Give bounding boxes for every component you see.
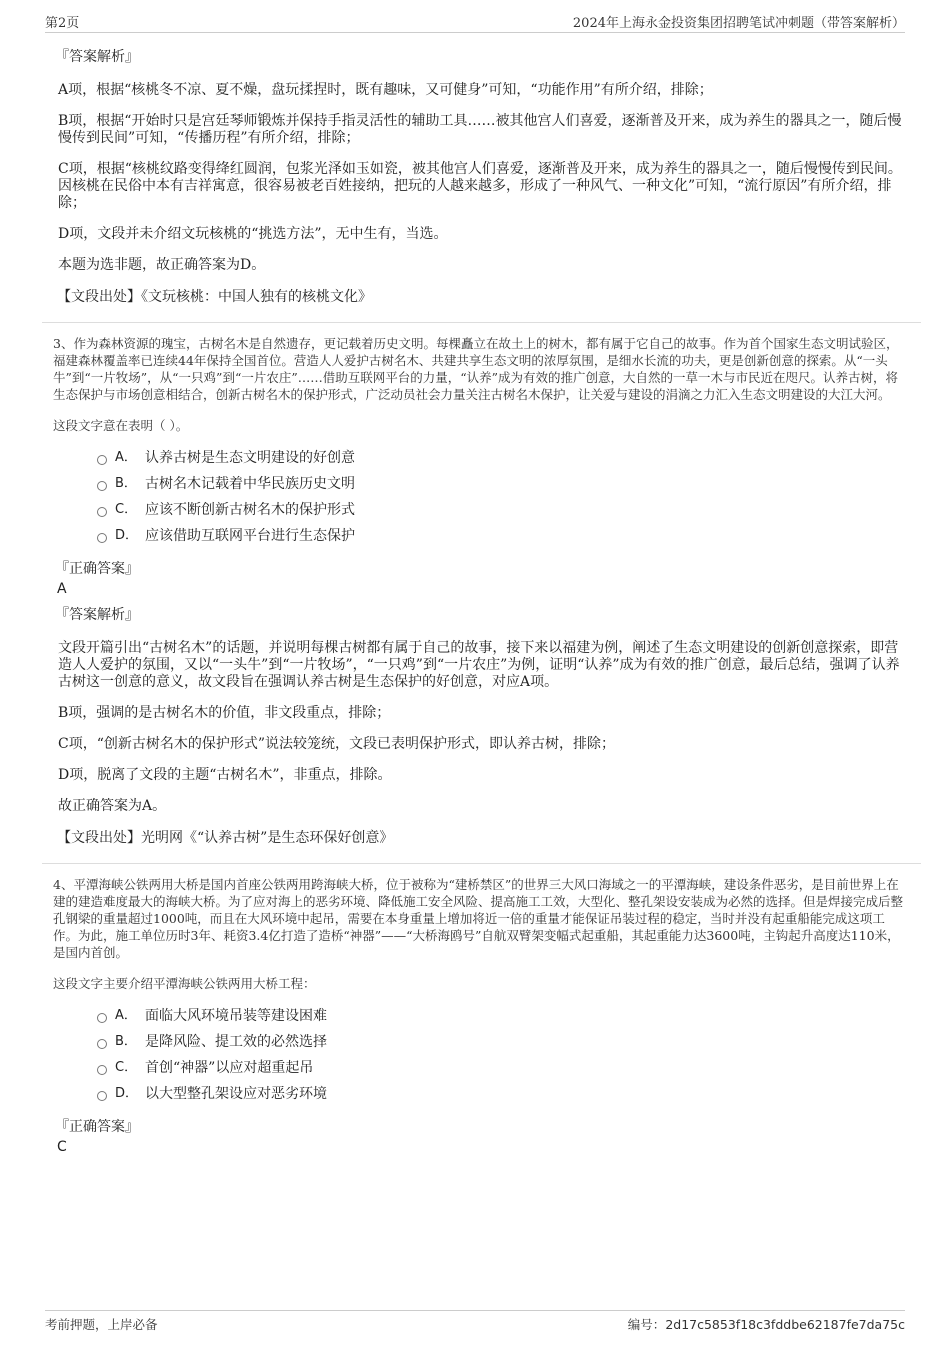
analysis-label: 『答案解析』: [55, 49, 139, 65]
option-key: A．: [115, 1008, 137, 1023]
radio-button-icon[interactable]: [97, 1091, 107, 1101]
question-divider: [42, 322, 921, 323]
correct-answer: C: [57, 1139, 67, 1155]
option-list: [97, 1006, 908, 1110]
analysis-paragraph: A项，根据“核桃冬不凉、夏不燥，盘玩揉捏时，既有趣味，又可健身”可知，“功能作用”有所介绍，排除；: [58, 82, 713, 98]
page-footer: [45, 1310, 905, 1335]
question-divider: [42, 863, 921, 864]
option-text: 面临大风环境吊装等建设困难: [145, 1008, 327, 1024]
option-list: [97, 448, 908, 552]
passage-source: 【文段出处】光明网《“认养古树”是生态环保好创意》: [57, 830, 394, 846]
option-key: B．: [115, 1034, 137, 1049]
question-prompt: 这段文字主要介绍平潭海峡公铁两用大桥工程：: [53, 976, 316, 991]
option-text: 以大型整孔架设应对恶劣环境: [145, 1086, 327, 1102]
analysis-paragraph: 文段开篇引出“古树名木”的话题，并说明每棵古树都有属于自己的故事，接下来以福建为例，阐述了生态文明建设的创新创意探索，即营造人人爱护的氛围，又以“一头牛”到“一片牧场”，“一只鸡”到“一片农庄”为例，证明“认养”成为有效的推广创意，最后总结，强调了认养古树这一创意的意义，故文段旨在强调认养古树是生态保护的好创意，对应A项。: [58, 640, 900, 690]
analysis-paragraph: D项，文段并未介绍文玩核桃的“挑选方法”，无中生有，当选。: [58, 226, 448, 242]
page-content: [55, 40, 908, 1156]
analysis-paragraph: 故正确答案为A。: [58, 798, 167, 814]
analysis-paragraph: B项，强调的是古树名木的价值，非文段重点，排除；: [58, 705, 391, 721]
passage-source: 【文段出处】《文玩核桃：中国人独有的核桃文化》: [57, 289, 372, 305]
analysis-paragraph: 本题为选非题，故正确答案为D。: [58, 257, 266, 273]
question-4: [55, 876, 908, 1156]
question-2-analysis: [55, 46, 908, 306]
radio-button-icon[interactable]: [97, 507, 107, 517]
analysis-paragraph: B项，根据“开始时只是宫廷琴师锻炼并保持手指灵活性的辅助工具……被其他宫人们喜爱，逐渐普及开来，成为养生的器具之一，随后慢慢传到民间”可知，“传播历程”有所介绍，排除；: [58, 113, 902, 146]
question-text: 3、作为森林资源的瑰宝，古树名木是自然遗存，更记载着历史文明。每棵矗立在故土上的树木，都有属于它自己的故事。作为首个国家生态文明试验区，福建森林覆盖率已连续44年保持全国首位。营造人人爱护古树名木、共建共享生态文明的浓厚氛围，是细水长流的功夫，更是创新创意的探索。从“一头牛”到“一片牧场”，从“一只鸡”到“一片农庄”……借助互联网平台的力量，“认养”成为有效的推广创意，大自然的一草一木与市民近在咫尺。认养古树，将生态保护与市场创意相结合，创新古树名木的保护形式，广泛动员社会力量关注古树名木保护，让关爱与建设的涓滴之力汇入生态文明建设的大江大河。: [53, 336, 899, 402]
option-a[interactable]: [97, 448, 908, 474]
footer-slogan: 考前押题，上岸必备: [45, 1317, 158, 1332]
correct-answer-label: 『正确答案』: [55, 561, 139, 577]
code-label: 编号：: [627, 1317, 666, 1332]
option-d[interactable]: [97, 526, 908, 552]
option-text: 应该借助互联网平台进行生态保护: [145, 528, 355, 544]
option-key: D．: [115, 528, 139, 543]
document-title: 2024年上海永金投资集团招聘笔试冲刺题（带答案解析）: [572, 16, 905, 31]
option-key: C．: [115, 502, 138, 517]
option-key: A．: [115, 450, 137, 465]
option-key: D．: [115, 1086, 139, 1101]
option-text: 认养古树是生态文明建设的好创意: [145, 450, 355, 466]
radio-button-icon[interactable]: [97, 481, 107, 491]
code-value: 2d17c5853f18c3fddbe62187fe7da75c: [665, 1317, 905, 1332]
option-text: 首创“神器”以应对超重起吊: [145, 1060, 314, 1076]
option-key: B．: [115, 476, 137, 491]
document-code: [628, 1315, 905, 1333]
option-text: 是降风险、提工效的必然选择: [145, 1034, 327, 1050]
radio-button-icon[interactable]: [97, 1039, 107, 1049]
option-a[interactable]: [97, 1006, 908, 1032]
question-3: [55, 335, 908, 847]
question-prompt: 这段文字意在表明（ ）。: [53, 418, 189, 433]
option-text: 古树名木记载着中华民族历史文明: [145, 476, 355, 492]
option-b[interactable]: [97, 474, 908, 500]
correct-answer: A: [57, 581, 67, 597]
radio-button-icon[interactable]: [97, 1065, 107, 1075]
option-c[interactable]: [97, 1058, 908, 1084]
analysis-label: 『答案解析』: [55, 607, 139, 623]
option-d[interactable]: [97, 1084, 908, 1110]
analysis-paragraph: C项，“创新古树名木的保护形式”说法较笼统，文段已表明保护形式，即认养古树，排除；: [58, 736, 616, 752]
correct-answer-label: 『正确答案』: [55, 1119, 139, 1135]
radio-button-icon[interactable]: [97, 1013, 107, 1023]
option-c[interactable]: [97, 500, 908, 526]
option-b[interactable]: [97, 1032, 908, 1058]
page-number: 第2页: [45, 16, 80, 31]
analysis-paragraph: D项，脱离了文段的主题“古树名木”，非重点，排除。: [58, 767, 392, 783]
option-key: C．: [115, 1060, 138, 1075]
question-text: 4、平潭海峡公铁两用大桥是国内首座公铁两用跨海峡大桥，位于被称为“建桥禁区”的世界三大风口海域之一的平潭海峡，建设条件恶劣，是目前世界上在建的建造难度最大的海峡大桥。为了应对海上的恶劣环境、降低施工安全风险、提高施工工效，大型化、整孔架设安装成为必然的选择。但是焊接完成后整孔钢梁的重量超过1000吨，而且在大风环境中起吊，需要在本身重量上增加将近一倍的重量才能保证吊装过程的稳定，当时并没有起重船能完成这项工作。为此，施工单位历时3年、耗资3.4亿打造了造桥“神器”——“大桥海鸥号”自航双臂架变幅式起重船，其起重能力达3600吨，主钩起升高度达110米，是国内首创。: [53, 877, 904, 960]
radio-button-icon[interactable]: [97, 455, 107, 465]
analysis-paragraph: C项，根据“核桃纹路变得绛红圆润，包浆光泽如玉如瓷，被其他宫人们喜爱，逐渐普及开来，成为养生的器具之一，随后慢慢传到民间。因核桃在民俗中本有吉祥寓意，很容易被老百姓接纳，把玩的人越来越多，形成了一种风气、一种文化”可知，“流行原因”有所介绍，排除；: [58, 161, 902, 211]
page-header: [45, 12, 905, 33]
radio-button-icon[interactable]: [97, 533, 107, 543]
option-text: 应该不断创新古树名木的保护形式: [145, 502, 355, 518]
